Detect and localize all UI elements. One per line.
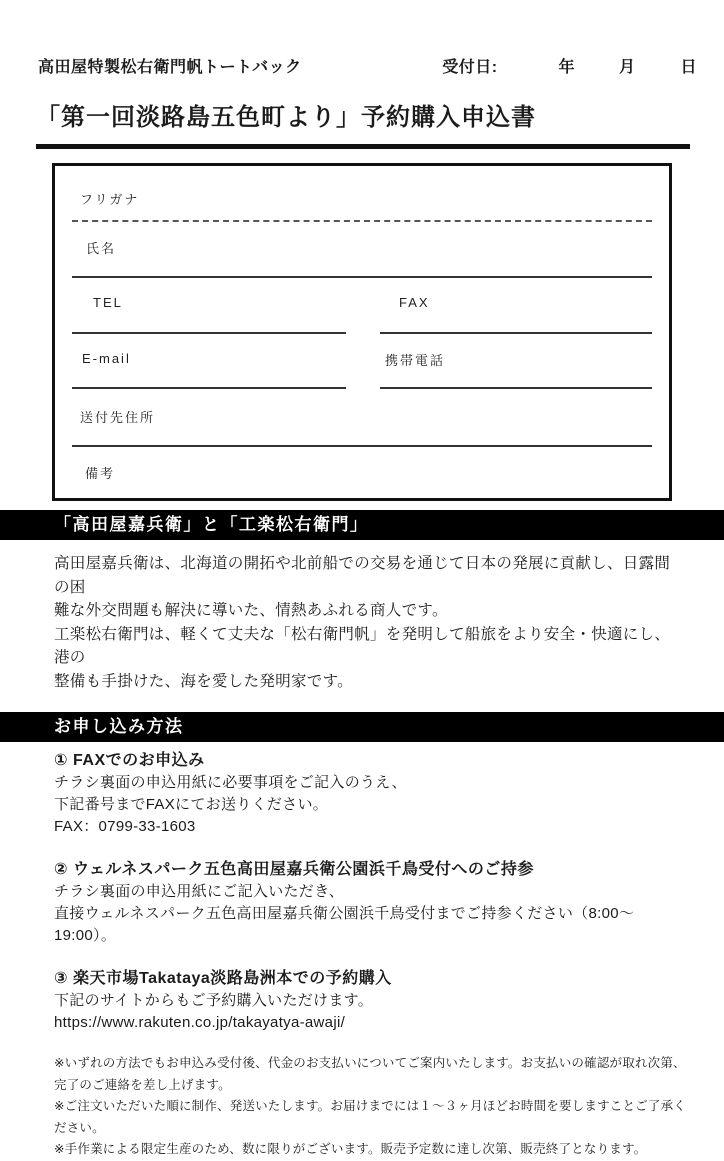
email-label: E-mail [82, 351, 131, 366]
footnote-line: ※手作業による限定生産のため、数に限りがございます。販売予定数に達し次第、販売終了となります。 [54, 1142, 647, 1156]
furigana-field [72, 166, 652, 222]
shipping-address-label: 送付先住所 [80, 410, 156, 425]
footnote-line: ※ご注文いただいた順に制作、発送いたします。お届けまでには１～３ヶ月ほどお時間を要しますことご了承ください。 [54, 1099, 686, 1135]
fax-field [380, 278, 652, 334]
apply-section-banner: お申し込み方法 [0, 712, 724, 742]
method-3-title: ③ 楽天市場Takataya淡路島洲本での予約購入 [54, 970, 392, 987]
reception-day-unit: 日 [680, 59, 697, 76]
method-2-line: 直接ウェルネスパーク五色高田屋嘉兵衛公園浜千鳥受付までご持参ください（8:00～19:00）。 [54, 905, 635, 944]
remarks-field [72, 447, 652, 498]
email-field [72, 334, 346, 389]
method-2-title: ② ウェルネスパーク五色高田屋嘉兵衛公園浜千鳥受付へのご持参 [54, 861, 534, 878]
tel-fax-row [72, 278, 652, 334]
reception-month-unit: 月 [619, 59, 636, 76]
footnote-line: ※いずれの方法でもお申込み受付後、代金のお支払いについてご案内いたします。お支払いの確認が取れ次第、完了のご連絡を差し上げます。 [54, 1056, 686, 1092]
method-1-line: チラシ裏面の申込用紙に必要事項をご記入のうえ、 [54, 774, 407, 791]
method-3-line: 下記のサイトからもご予約購入いただけます。 [54, 992, 374, 1009]
footnotes [54, 1053, 690, 1161]
bio-line: 工楽松右衛門は、軽くて丈夫な「松右衛門帆」を発明して船旅をより安全・快適にし、港の [54, 625, 671, 666]
tel-label: TEL [93, 295, 123, 310]
shipping-address-field [72, 389, 652, 447]
name-label: 氏名 [86, 241, 117, 256]
bio-line: 難な外交問題も解決に導いた、情熱あふれる商人です。 [54, 602, 448, 619]
order-url: https://www.rakuten.co.jp/takayatya-awaji/ [54, 1014, 346, 1031]
remarks-label: 備考 [85, 466, 116, 481]
method-1-title: ① FAXでのお申込み [54, 752, 205, 769]
fax-number: FAX：0799-33-1603 [54, 818, 196, 835]
name-field [72, 222, 652, 278]
furigana-label: フリガナ [80, 192, 140, 207]
bio-line: 整備も手掛けた、海を愛した発明家です。 [54, 672, 353, 690]
mobile-field [380, 334, 652, 389]
page-header [0, 0, 724, 77]
mobile-label: 携帯電話 [385, 353, 446, 368]
application-form-box [52, 163, 672, 501]
method-2-line: チラシ裏面の申込用紙にご記入いただき、 [54, 883, 345, 900]
fax-label: FAX [399, 295, 430, 310]
tel-field [72, 278, 346, 334]
bio-paragraph [54, 552, 680, 693]
page-title: 「第一回淡路島五色町より」予約購入申込書 [36, 104, 536, 131]
reception-year-unit: 年 [558, 59, 576, 76]
product-label: 高田屋特製松右衛門帆トートバック [38, 59, 302, 76]
reception-label: 受付日: [442, 59, 498, 76]
title-divider [36, 144, 690, 149]
apply-methods [54, 750, 680, 1034]
reception-date [442, 54, 697, 77]
method-1-line: 下記番号までFAXにてお送りください。 [54, 796, 329, 813]
bio-section-banner: 「高田屋嘉兵衛」と「工楽松右衛門」 [0, 510, 724, 540]
email-mobile-row [72, 334, 652, 389]
bio-line: 高田屋嘉兵衛は、北海道の開拓や北前船での交易を通じて日本の発展に貢献し、日露間の困 [54, 555, 671, 596]
